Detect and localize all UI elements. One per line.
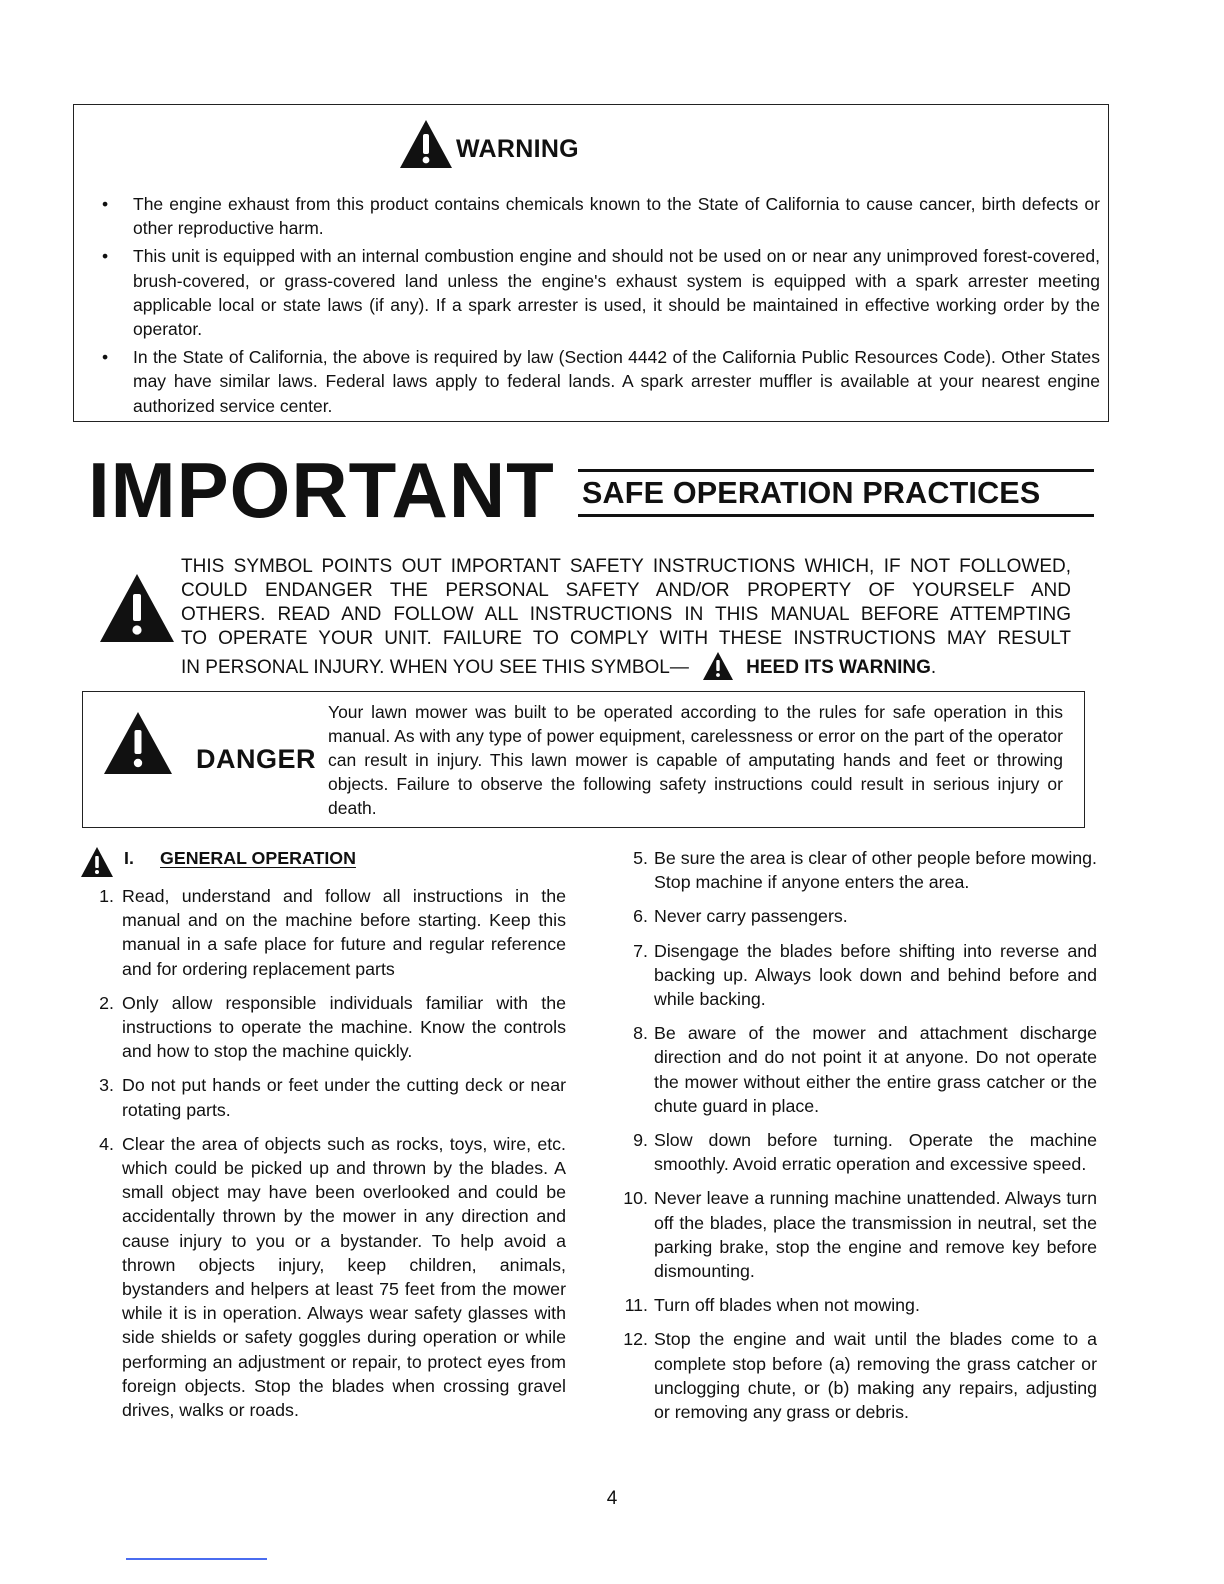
section-title-rule-top <box>578 469 1094 472</box>
right-column <box>614 846 1097 1434</box>
symbol-notice-text <box>181 555 1071 681</box>
item-text: Read, understand and follow all instructions in the manual and on the machine before starting. Keep this manual in a safe place for future and regular reference and for ordering replacement parts <box>122 886 566 979</box>
symbol-notice-line: THIS SYMBOL POINTS OUT IMPORTANT SAFETY INSTRUCTIONS WHICH, IF NOT FOLLOWED, <box>181 556 1071 577</box>
danger-label: DANGER <box>196 744 317 774</box>
item-number: 3. <box>99 1075 114 1096</box>
instruction-item <box>80 884 566 981</box>
heed-warning-text: HEED ITS WARNING <box>746 657 931 678</box>
item-number: 2. <box>99 992 114 1013</box>
item-number: 7. <box>633 940 648 961</box>
section-title-rule-bottom <box>578 514 1094 517</box>
warning-title: WARNING <box>456 135 579 163</box>
safety-alert-triangle-icon <box>98 572 176 644</box>
item-text: Do not put hands or feet under the cutting deck or near rotating parts. <box>122 1075 566 1120</box>
warning-header <box>398 118 579 170</box>
warning-bullet: • This unit is equipped with an internal combustion engine and should not be used on or near any unimproved forest-covered, brush-covered, or grass-covered land unless the engine's exhaust system is equipped with a spark arrester meeting applicable local or state laws (if any). If a spark arrester is used, it should be maintained in effective working order by the operator. <box>100 244 1100 341</box>
instruction-item <box>80 991 566 1064</box>
item-number: 12. <box>623 1329 648 1350</box>
instruction-item <box>80 1132 566 1422</box>
item-text: Never leave a running machine unattended. Always turn off the blades, place the transmission in neutral, set the parking brake, stop the engine and remove key before dismounting. <box>654 1188 1097 1282</box>
left-instruction-list <box>80 884 566 1422</box>
item-text: Disengage the blades before shifting into reverse and backing up. Always look down and behind before and while backing. <box>654 940 1097 1010</box>
instruction-item <box>614 1293 1097 1317</box>
symbol-notice-prefix: IN PERSONAL INJURY. WHEN YOU SEE THIS SYMBOL— <box>181 657 689 678</box>
right-instruction-list <box>614 846 1097 1424</box>
symbol-notice-line: TO OPERATE YOUR UNIT. FAILURE TO COMPLY WITH THESE INSTRUCTIONS MAY RESULT <box>181 628 1071 649</box>
symbol-notice-line: COULD ENDANGER THE PERSONAL SAFETY AND/OR PROPERTY OF YOURSELF AND <box>181 580 1071 601</box>
important-heading: IMPORTANT <box>88 446 555 534</box>
item-number: 8. <box>633 1023 648 1044</box>
instruction-item <box>614 939 1097 1012</box>
footer-divider <box>126 1558 267 1560</box>
item-text: Turn off blades when not mowing. <box>654 1295 920 1316</box>
item-text: Be aware of the mower and attachment discharge direction and do not point it at anyone. Do not operate the mower without either the entire grass catcher or the chute guard in place. <box>654 1023 1097 1116</box>
symbol-notice-last-line <box>181 651 1071 681</box>
danger-triangle-icon <box>102 710 174 776</box>
item-number: 9. <box>633 1130 648 1151</box>
item-number: 6. <box>633 906 648 927</box>
item-text: Clear the area of objects such as rocks, toys, wire, etc. which could be picked up and thrown by the blades. A small object may have been overlooked and could be accidentally thrown by the mower in any direction and cause injury to you or a bystander. To help avoid a thrown objects injury, keep children, animals, bystanders and helpers at least 75 feet from the mower while it is in operation. Always wear safety glasses with side shields or safety goggles during operation or while performing an adjustment or repair, to protect eyes from foreign objects. Stop the blades when crossing gravel drives, walks or roads. <box>122 1133 566 1421</box>
section-heading: GENERAL OPERATION <box>160 848 356 868</box>
instruction-item <box>614 846 1097 894</box>
page-number: 4 <box>606 1488 618 1509</box>
item-text: Stop the engine and wait until the blades come to a complete stop before (a) removing the grass catcher or unclogging chute, or (b) making any repairs, adjusting or removing any grass or debris. <box>654 1329 1097 1423</box>
item-number: 1. <box>99 886 114 906</box>
left-column <box>80 844 566 1432</box>
item-text: Only allow responsible individuals familiar with the instructions to operate the machine. Know the controls and how to stop the machine quickly. <box>122 992 566 1062</box>
item-number: 4. <box>99 1133 114 1154</box>
instruction-item <box>80 1073 566 1121</box>
instruction-item <box>614 1021 1097 1118</box>
heed-warning-suffix: . <box>930 657 937 678</box>
instruction-item <box>614 1327 1097 1424</box>
warning-triangle-icon <box>398 118 454 170</box>
item-number: 11. <box>624 1295 648 1316</box>
warning-bullet: • In the State of California, the above is required by law (Section 4442 of the California Public Resources Code). Other States may have similar laws. Federal laws apply to federal lands. A spark arrester muffler is available at your nearest engine authorized service center. <box>100 345 1100 418</box>
section-title: SAFE OPERATION PRACTICES <box>582 476 1041 510</box>
section-number: I. <box>124 848 134 868</box>
instruction-item <box>614 1186 1097 1283</box>
symbol-notice-line: OTHERS. READ AND FOLLOW ALL INSTRUCTIONS IN THIS MANUAL BEFORE ATTEMPTING <box>181 604 1071 625</box>
warning-bullet: • The engine exhaust from this product contains chemicals known to the State of California to cause cancer, birth defects or other reproductive harm. <box>100 192 1100 240</box>
inline-alert-triangle-icon <box>702 651 734 681</box>
item-number: 5. <box>633 848 648 868</box>
instruction-item <box>614 1128 1097 1176</box>
warning-bullet-list <box>100 192 1100 422</box>
section-alert-triangle-icon <box>80 846 114 878</box>
item-text: Never carry passengers. <box>654 906 848 927</box>
item-text: Slow down before turning. Operate the machine smoothly. Avoid erratic operation and excessive speed. <box>654 1130 1097 1175</box>
item-number: 10. <box>623 1188 648 1209</box>
danger-text: Your lawn mower was built to be operated according to the rules for safe operation in this manual. As with any type of power equipment, carelessness or error on the part of the operator can result in injury. This lawn mower is capable of amputating hands and feet or throwing objects. Failure to observe the following safety instructions could result in serious injury or death. <box>328 702 1063 818</box>
instruction-item <box>614 904 1097 928</box>
general-operation-header <box>80 844 566 874</box>
item-text: Be sure the area is clear of other people before mowing. Stop machine if anyone enters the area. <box>654 848 1097 893</box>
